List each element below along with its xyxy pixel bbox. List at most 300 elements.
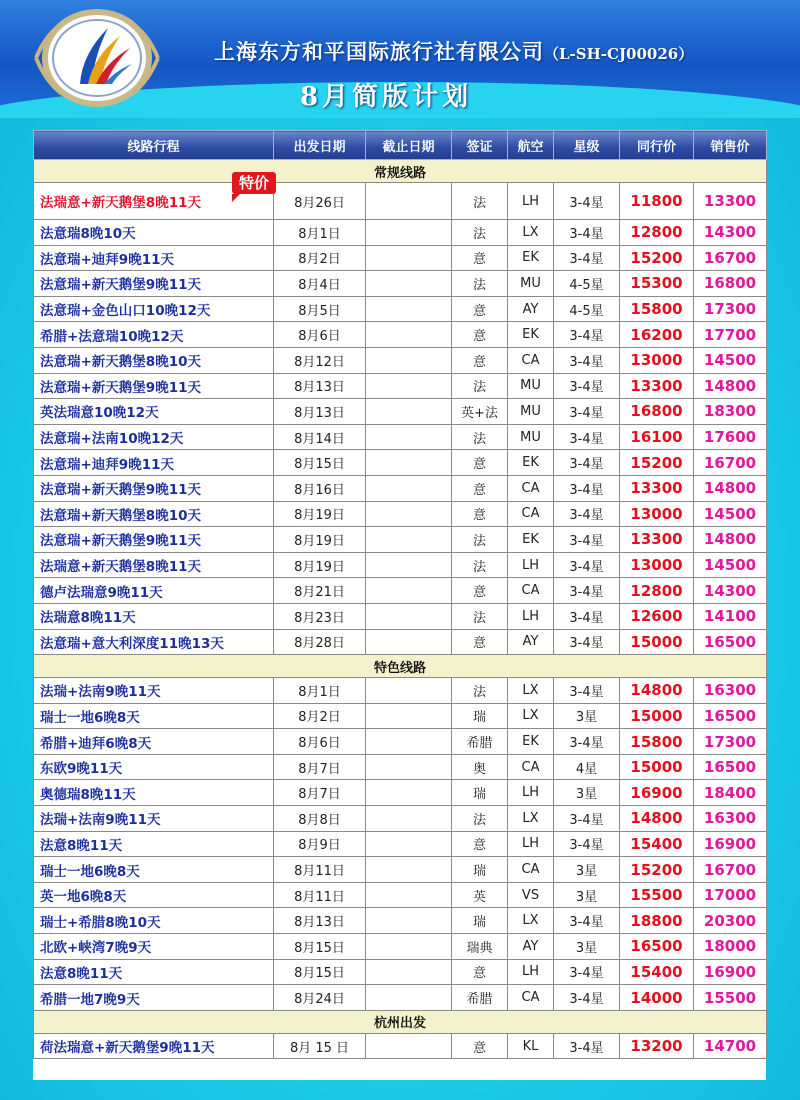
cell-sale: 14300: [694, 220, 767, 246]
cell-agent: 16900: [620, 780, 694, 806]
cell-depart: 8月4日: [274, 271, 366, 297]
cell-depart: 8月28日: [274, 629, 366, 655]
cell-star: 3星: [554, 882, 620, 908]
cell-sale: 14800: [694, 527, 767, 553]
cell-agent: 15000: [620, 703, 694, 729]
cell-depart: 8月13日: [274, 399, 366, 425]
cell-deadline: [366, 959, 452, 985]
cell-star: 3星: [554, 857, 620, 883]
cell-deadline: [366, 908, 452, 934]
cell-sale: 15500: [694, 985, 767, 1011]
cell-agent: 13300: [620, 373, 694, 399]
col-header-airline: 航空: [508, 131, 554, 160]
cell-route: 希腊一地7晚9天: [34, 985, 274, 1011]
cell-airline: KL: [508, 1033, 554, 1059]
table-row: [34, 296, 767, 322]
cell-sale: 20300: [694, 908, 767, 934]
cell-star: 3-4星: [554, 908, 620, 934]
company-logo: [22, 4, 172, 112]
cell-airline: LH: [508, 603, 554, 629]
cell-star: 4-5星: [554, 296, 620, 322]
table-body: [34, 160, 767, 1059]
cell-route: 奥德瑞8晚11天: [34, 780, 274, 806]
cell-visa: 意: [452, 347, 508, 373]
cell-agent: 14800: [620, 806, 694, 832]
cell-deadline: [366, 501, 452, 527]
table-row: [34, 271, 767, 297]
cell-star: 3-4星: [554, 475, 620, 501]
cell-star: 4-5星: [554, 271, 620, 297]
cell-visa: 法: [452, 424, 508, 450]
cell-star: 3-4星: [554, 831, 620, 857]
cell-visa: 瑞: [452, 780, 508, 806]
cell-depart: 8月15日: [274, 934, 366, 960]
table-row: [34, 220, 767, 246]
cell-route: 瑞士+希腊8晚10天: [34, 908, 274, 934]
cell-visa: 意: [452, 578, 508, 604]
cell-agent: 15200: [620, 450, 694, 476]
cell-depart: 8月6日: [274, 729, 366, 755]
cell-route: 法意瑞+法南10晚12天: [34, 424, 274, 450]
cell-depart: 8月6日: [274, 322, 366, 348]
cell-star: 3星: [554, 780, 620, 806]
cell-sale: 16800: [694, 271, 767, 297]
cell-sale: 16900: [694, 831, 767, 857]
cell-agent: 14800: [620, 678, 694, 704]
cell-airline: CA: [508, 501, 554, 527]
cell-agent: 15200: [620, 857, 694, 883]
cell-route: 东欧9晚11天: [34, 754, 274, 780]
cell-depart: 8月11日: [274, 857, 366, 883]
cell-airline: CA: [508, 857, 554, 883]
cell-visa: 法: [452, 603, 508, 629]
cell-visa: 希腊: [452, 985, 508, 1011]
cell-deadline: [366, 934, 452, 960]
table-row: [34, 985, 767, 1011]
cell-visa: 法: [452, 220, 508, 246]
cell-airline: CA: [508, 754, 554, 780]
section-title: 常规线路: [34, 160, 767, 183]
cell-sale: 16500: [694, 629, 767, 655]
cell-star: 3-4星: [554, 552, 620, 578]
cell-deadline: [366, 475, 452, 501]
cell-star: 4星: [554, 754, 620, 780]
cell-visa: 希腊: [452, 729, 508, 755]
cell-sale: 13300: [694, 183, 767, 220]
cell-sale: 16700: [694, 245, 767, 271]
table-row: [34, 754, 767, 780]
section-row: [34, 655, 767, 678]
cell-star: 3-4星: [554, 399, 620, 425]
cell-airline: LH: [508, 552, 554, 578]
cell-agent: 13000: [620, 552, 694, 578]
cell-sale: 18400: [694, 780, 767, 806]
cell-deadline: [366, 527, 452, 553]
cell-deadline: [366, 347, 452, 373]
section-row: [34, 160, 767, 183]
cell-route: 法意瑞+迪拜9晚11天: [34, 450, 274, 476]
cell-visa: 奥: [452, 754, 508, 780]
cell-deadline: [366, 220, 452, 246]
cell-agent: 15000: [620, 754, 694, 780]
header-banner: [0, 0, 800, 118]
cell-route: 法意瑞+新天鹅堡9晚11天: [34, 373, 274, 399]
cell-visa: 意: [452, 245, 508, 271]
cell-airline: EK: [508, 322, 554, 348]
table-row: [34, 347, 767, 373]
cell-route: 法意瑞+金色山口10晚12天: [34, 296, 274, 322]
cell-deadline: [366, 780, 452, 806]
plan-title: 8月简版计划: [300, 82, 473, 112]
cell-sale: 18300: [694, 399, 767, 425]
cell-star: 3-4星: [554, 578, 620, 604]
cell-deadline: [366, 552, 452, 578]
cell-agent: 14000: [620, 985, 694, 1011]
cell-route: 法意瑞8晚10天: [34, 220, 274, 246]
cell-route: 希腊+法意瑞10晚12天: [34, 322, 274, 348]
cell-sale: 17300: [694, 729, 767, 755]
cell-agent: 18800: [620, 908, 694, 934]
cell-depart: 8月1日: [274, 678, 366, 704]
cell-sale: 14100: [694, 603, 767, 629]
cell-star: 3-4星: [554, 424, 620, 450]
cell-visa: 意: [452, 296, 508, 322]
section-title: 杭州出发: [34, 1010, 767, 1033]
cell-airline: CA: [508, 578, 554, 604]
cell-deadline: [366, 373, 452, 399]
col-header-depart: 出发日期: [274, 131, 366, 160]
table-row: [34, 729, 767, 755]
cell-depart: 8月19日: [274, 501, 366, 527]
table-row: [34, 678, 767, 704]
table-row: [34, 806, 767, 832]
cell-agent: 12800: [620, 578, 694, 604]
cell-route: 法意瑞+意大利深度11晚13天: [34, 629, 274, 655]
cell-agent: 12800: [620, 220, 694, 246]
cell-deadline: [366, 985, 452, 1011]
company-name: [214, 36, 800, 66]
cell-sale: 14800: [694, 373, 767, 399]
cell-deadline: [366, 629, 452, 655]
cell-sale: 16300: [694, 678, 767, 704]
col-header-deadline: 截止日期: [366, 131, 452, 160]
cell-depart: 8月15日: [274, 959, 366, 985]
cell-deadline: [366, 603, 452, 629]
cell-sale: 17600: [694, 424, 767, 450]
cell-sale: 14500: [694, 552, 767, 578]
cell-depart: 8月1日: [274, 220, 366, 246]
cell-route: 法瑞意8晚11天: [34, 603, 274, 629]
cell-airline: LH: [508, 780, 554, 806]
cell-airline: AY: [508, 934, 554, 960]
cell-depart: 8月24日: [274, 985, 366, 1011]
cell-agent: 15800: [620, 729, 694, 755]
cell-deadline: [366, 703, 452, 729]
cell-agent: 15800: [620, 296, 694, 322]
cell-deadline: [366, 245, 452, 271]
section-row: [34, 1010, 767, 1033]
cell-airline: VS: [508, 882, 554, 908]
cell-sale: 14500: [694, 501, 767, 527]
cell-star: 3-4星: [554, 806, 620, 832]
cell-route: 法意瑞+新天鹅堡9晚11天: [34, 527, 274, 553]
cell-depart: 8月12日: [274, 347, 366, 373]
cell-airline: LX: [508, 220, 554, 246]
cell-depart: 8月14日: [274, 424, 366, 450]
cell-airline: AY: [508, 296, 554, 322]
cell-route: 法意8晚11天: [34, 959, 274, 985]
cell-airline: EK: [508, 450, 554, 476]
cell-star: 3-4星: [554, 347, 620, 373]
cell-star: 3-4星: [554, 245, 620, 271]
cell-route: 法意瑞+新天鹅堡8晚10天: [34, 501, 274, 527]
cell-visa: 意: [452, 501, 508, 527]
cell-agent: 16500: [620, 934, 694, 960]
cell-depart: 8月13日: [274, 373, 366, 399]
cell-agent: 16100: [620, 424, 694, 450]
cell-visa: 意: [452, 475, 508, 501]
cell-route: 法意瑞+新天鹅堡9晚11天: [34, 271, 274, 297]
cell-airline: LX: [508, 806, 554, 832]
cell-visa: 瑞: [452, 857, 508, 883]
cell-visa: 瑞: [452, 703, 508, 729]
table-row: [34, 1033, 767, 1059]
cell-deadline: [366, 806, 452, 832]
cell-depart: 8月11日: [274, 882, 366, 908]
special-price-badge: 特价: [232, 172, 276, 194]
company-name-text: 上海东方和平国际旅行社有限公司: [214, 39, 544, 64]
cell-deadline: [366, 271, 452, 297]
cell-sale: 17300: [694, 296, 767, 322]
cell-route: 法意瑞+新天鹅堡8晚10天: [34, 347, 274, 373]
cell-visa: 意: [452, 450, 508, 476]
cell-agent: 13300: [620, 527, 694, 553]
cell-airline: MU: [508, 271, 554, 297]
table-row: [34, 399, 767, 425]
cell-airline: AY: [508, 629, 554, 655]
cell-depart: 8月2日: [274, 245, 366, 271]
cell-airline: LH: [508, 831, 554, 857]
table-row: [34, 527, 767, 553]
table-row: [34, 322, 767, 348]
cell-route: 英一地6晚8天: [34, 882, 274, 908]
cell-depart: 8月2日: [274, 703, 366, 729]
cell-agent: 15000: [620, 629, 694, 655]
cell-agent: 15400: [620, 831, 694, 857]
cell-agent: 15300: [620, 271, 694, 297]
cell-star: 3-4星: [554, 1033, 620, 1059]
cell-visa: 法: [452, 373, 508, 399]
cell-sale: 14800: [694, 475, 767, 501]
cell-route: 法意8晚11天: [34, 831, 274, 857]
cell-airline: EK: [508, 729, 554, 755]
cell-route: 法瑞+法南9晚11天: [34, 678, 274, 704]
cell-depart: 8月21日: [274, 578, 366, 604]
cell-depart: 8月26日: [274, 183, 366, 220]
cell-depart: 8月9日: [274, 831, 366, 857]
cell-airline: MU: [508, 399, 554, 425]
table-row: [34, 450, 767, 476]
cell-visa: 意: [452, 1033, 508, 1059]
col-header-agent-price: 同行价: [620, 131, 694, 160]
cell-sale: 16900: [694, 959, 767, 985]
cell-sale: 16300: [694, 806, 767, 832]
cell-depart: 8月5日: [274, 296, 366, 322]
cell-airline: CA: [508, 985, 554, 1011]
col-header-visa: 签证: [452, 131, 508, 160]
cell-route: 法瑞意+新天鹅堡8晚11天: [34, 552, 274, 578]
cell-deadline: [366, 882, 452, 908]
cell-agent: 15500: [620, 882, 694, 908]
cell-depart: 8月8日: [274, 806, 366, 832]
col-header-sale-price: 销售价: [694, 131, 767, 160]
cell-star: 3-4星: [554, 501, 620, 527]
cell-depart: 8月7日: [274, 754, 366, 780]
license-number: （L-SH-CJ00026）: [544, 45, 694, 63]
cell-sale: 17700: [694, 322, 767, 348]
cell-sale: 18000: [694, 934, 767, 960]
cell-star: 3星: [554, 703, 620, 729]
cell-agent: 13000: [620, 347, 694, 373]
cell-visa: 法: [452, 678, 508, 704]
cell-visa: 法: [452, 552, 508, 578]
cell-star: 3-4星: [554, 373, 620, 399]
cell-depart: 8月16日: [274, 475, 366, 501]
cell-visa: 法: [452, 806, 508, 832]
col-header-star: 星级: [554, 131, 620, 160]
cell-visa: 瑞典: [452, 934, 508, 960]
table-row: [34, 882, 767, 908]
cell-agent: 16200: [620, 322, 694, 348]
cell-star: 3-4星: [554, 322, 620, 348]
cell-route: 法瑞意+新天鹅堡8晚11天: [34, 183, 274, 220]
cell-airline: LH: [508, 183, 554, 220]
table-row: [34, 578, 767, 604]
cell-sale: 14700: [694, 1033, 767, 1059]
cell-deadline: [366, 450, 452, 476]
cell-agent: 13000: [620, 501, 694, 527]
cell-visa: 意: [452, 831, 508, 857]
table-row: [34, 603, 767, 629]
cell-star: 3-4星: [554, 183, 620, 220]
cell-airline: MU: [508, 424, 554, 450]
cell-depart: 8月7日: [274, 780, 366, 806]
cell-deadline: [366, 831, 452, 857]
cell-agent: 15200: [620, 245, 694, 271]
table-row: [34, 373, 767, 399]
cell-sale: 16700: [694, 450, 767, 476]
cell-agent: 13300: [620, 475, 694, 501]
table-row: [34, 831, 767, 857]
cell-depart: 8月19日: [274, 552, 366, 578]
cell-visa: 意: [452, 959, 508, 985]
tour-table-container: [33, 130, 766, 1080]
cell-deadline: [366, 678, 452, 704]
cell-visa: 瑞: [452, 908, 508, 934]
cell-sale: 16500: [694, 754, 767, 780]
cell-star: 3-4星: [554, 678, 620, 704]
table-row: [34, 703, 767, 729]
cell-star: 3星: [554, 934, 620, 960]
cell-route: 希腊+迪拜6晚8天: [34, 729, 274, 755]
cell-visa: 法: [452, 527, 508, 553]
cell-visa: 意: [452, 322, 508, 348]
cell-route: 荷法瑞意+新天鹅堡9晚11天: [34, 1033, 274, 1059]
cell-star: 3-4星: [554, 629, 620, 655]
cell-airline: EK: [508, 245, 554, 271]
cell-deadline: [366, 857, 452, 883]
cell-depart: 8月23日: [274, 603, 366, 629]
cell-visa: 意: [452, 629, 508, 655]
cell-visa: 英+法: [452, 399, 508, 425]
cell-deadline: [366, 424, 452, 450]
cell-agent: 11800: [620, 183, 694, 220]
cell-agent: 15400: [620, 959, 694, 985]
cell-airline: EK: [508, 527, 554, 553]
table-row: [34, 857, 767, 883]
table-row: [34, 424, 767, 450]
cell-airline: LX: [508, 678, 554, 704]
cell-deadline: [366, 399, 452, 425]
table-row: [34, 780, 767, 806]
table-row: [34, 501, 767, 527]
cell-airline: LH: [508, 959, 554, 985]
cell-route: 瑞士一地6晚8天: [34, 857, 274, 883]
cell-sale: 14500: [694, 347, 767, 373]
table-row: [34, 552, 767, 578]
table-row: [34, 183, 767, 220]
cell-star: 3-4星: [554, 729, 620, 755]
cell-star: 3-4星: [554, 603, 620, 629]
cell-airline: MU: [508, 373, 554, 399]
table-row: [34, 908, 767, 934]
cell-route: 法意瑞+新天鹅堡9晚11天: [34, 475, 274, 501]
cell-star: 3-4星: [554, 527, 620, 553]
cell-route: 法瑞+法南9晚11天: [34, 806, 274, 832]
cell-star: 3-4星: [554, 220, 620, 246]
cell-visa: 法: [452, 183, 508, 220]
cell-route: 瑞士一地6晚8天: [34, 703, 274, 729]
cell-depart: 8月19日: [274, 527, 366, 553]
cell-deadline: [366, 754, 452, 780]
table-row: [34, 475, 767, 501]
cell-sale: 17000: [694, 882, 767, 908]
cell-route: 英法瑞意10晚12天: [34, 399, 274, 425]
cell-sale: 14300: [694, 578, 767, 604]
cell-depart: 8月 15 日: [274, 1033, 366, 1059]
cell-deadline: [366, 322, 452, 348]
cell-depart: 8月13日: [274, 908, 366, 934]
cell-route: 北欧+峡湾7晚9天: [34, 934, 274, 960]
table-row: [34, 934, 767, 960]
cell-deadline: [366, 578, 452, 604]
cell-agent: 16800: [620, 399, 694, 425]
table-row: [34, 959, 767, 985]
cell-deadline: [366, 1033, 452, 1059]
table-row: [34, 629, 767, 655]
cell-sale: 16500: [694, 703, 767, 729]
cell-airline: LX: [508, 703, 554, 729]
cell-star: 3-4星: [554, 985, 620, 1011]
col-header-route: 线路行程: [34, 131, 274, 160]
cell-sale: 16700: [694, 857, 767, 883]
cell-visa: 法: [452, 271, 508, 297]
section-title: 特色线路: [34, 655, 767, 678]
table-row: [34, 245, 767, 271]
tour-table: [33, 130, 767, 1059]
table-header-row: [34, 131, 767, 160]
cell-agent: 13200: [620, 1033, 694, 1059]
